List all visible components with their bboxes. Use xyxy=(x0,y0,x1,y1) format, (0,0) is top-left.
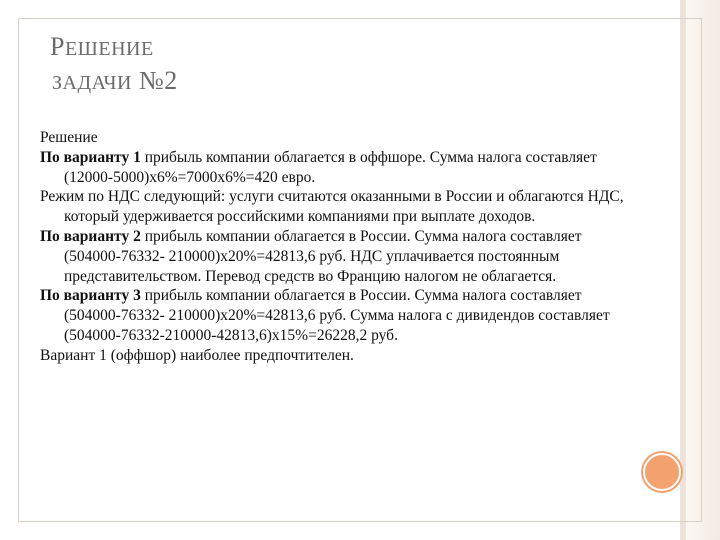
paragraph-variant-1 xyxy=(40,148,630,188)
title-word-2: ЗАДАЧИ xyxy=(52,71,132,94)
slide-body xyxy=(40,128,630,366)
title-number: №2 xyxy=(138,65,178,95)
paragraph-conclusion: Вариант 1 (оффшор) наиболее предпочтителен. xyxy=(40,346,354,364)
title-line-2 xyxy=(52,64,610,98)
variant-2-text: прибыль компании облагается в России. Сумма налога составляет (504000-76332- 210000)х20%=42813,6 руб. НДС уплачивается постоянным представительством. Перевод средств во Францию налогом не облагается. xyxy=(64,227,582,285)
variant-3-text: прибыль компании облагается в России. Сумма налога составляет (504000-76332- 210000)х20%=42813,6 руб. Сумма налога с дивидендов составляет (504000-76332-210000-42813,6)х15%=26228,2 руб. xyxy=(64,287,610,344)
paragraph-vat-regime: Режим по НДС следующий: услуги считаются оказанными в России и облагаются НДС, который удерживается российскими компаниями при выплате доходов. xyxy=(40,188,624,226)
variant-2-label: По варианту 2 xyxy=(40,227,141,245)
slide-title xyxy=(50,30,610,98)
decorative-circle-ring xyxy=(643,453,681,491)
title-initial: Р xyxy=(50,32,65,61)
variant-3-label: По варианту 3 xyxy=(40,287,141,305)
title-word: ЕШЕНИЕ xyxy=(64,38,154,60)
body-heading: Решение xyxy=(40,129,98,146)
variant-1-label: По варианту 1 xyxy=(40,148,141,166)
paragraph-variant-3 xyxy=(40,286,630,345)
title-line-1 xyxy=(50,30,610,64)
variant-1-text: прибыль компании облагается в оффшоре. Сумма налога составляет (12000-5000)х6%=7000х6%=420 евро. xyxy=(64,148,597,186)
paragraph-variant-2 xyxy=(40,227,630,286)
